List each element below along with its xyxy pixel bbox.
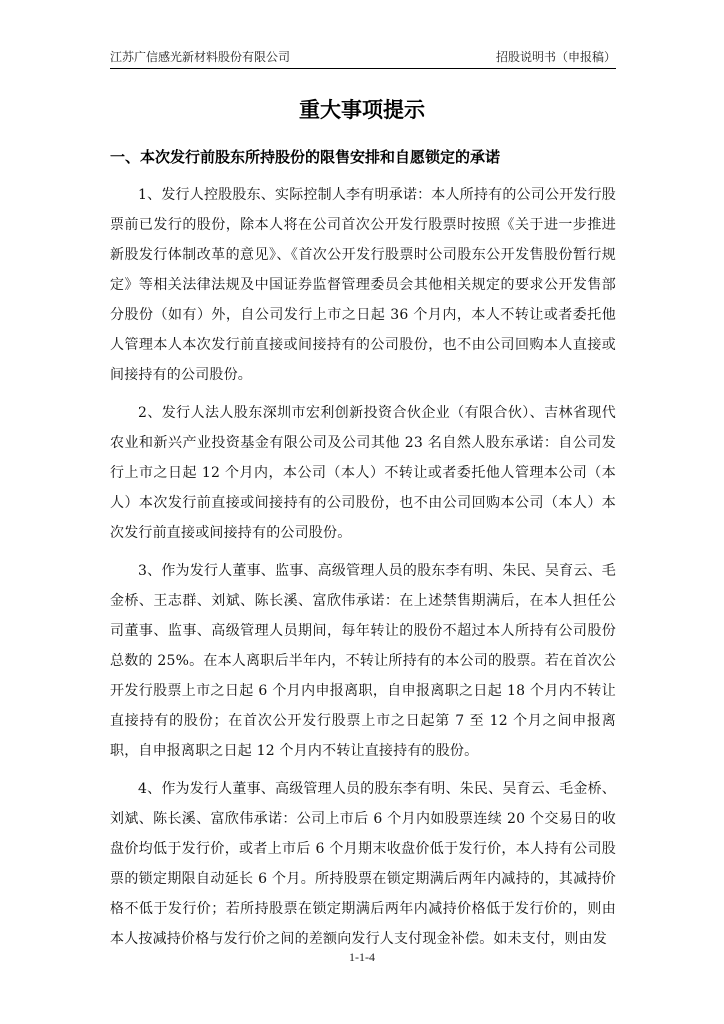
page-number: 1-1-4 <box>349 950 375 964</box>
paragraph-3: 3、作为发行人董事、监事、高级管理人员的股东李有明、朱民、吴育云、毛金桥、王志群、刘斌、陈长溪、富欣伟承诺：在上述禁售期满后，在本人担任公司董事、监事、高级管理人员期间，每年转让的股份不超过本人所持有公司股份总数的 25%。在本人离职后半年内，不转让所持有的本公司的股票。若在首次公开发行股票上市之日起 6 个月内申报离职，自申报离职之日起 18 个月内不转让直接持有的股份；在首次公开发行股票上市之日起第 7 至 12 个月之间申报离职，自申报离职之日起 12 个月内不转让直接持有的股份。 <box>110 563 616 759</box>
header-company-name: 江苏广信感光新材料股份有限公司 <box>110 50 291 64</box>
paragraph-1: 1、发行人控股股东、实际控制人李有明承诺：本人所持有的公司公开发行股票前已发行的股份，除本人将在公司首次公开发行股票时按照《关于进一步推进新股发行体制改革的意见》、《首次公开发行股票时公司股东公开发售股份暂行规定》等相关法律法规及中国证券监督管理委员会其他相关规定的要求公开发售部分股份（如有）外，自公司发行上市之日起 36 个月内，本人不转让或者委托他人管理本人本次发行前直接或间接持有的公司股份，也不由公司回购本人直接或间接持有的公司股份。 <box>110 187 616 383</box>
header-document-type: 招股说明书（申报稿） <box>495 50 616 64</box>
page-title: 重大事项提示 <box>299 98 425 122</box>
section-heading: 一、本次发行前股东所持股份的限售安排和自愿锁定的承诺 <box>110 148 501 166</box>
section-body <box>110 180 616 962</box>
header-rule <box>110 68 616 69</box>
paragraph-4: 4、作为发行人董事、高级管理人员的股东李有明、朱民、吴育云、毛金桥、刘斌、陈长溪、富欣伟承诺：公司上市后 6 个月内如股票连续 20 个交易日的收盘价均低于发行价，或者上市后 6 个月期末收盘价低于发行价，本人持有公司股票的锁定期限自动延长 6 个月。所持股票在锁定期满后两年内减持的，其减持价格不低于发行价；若所持股票在锁定期满后两年内减持价格低于发行价的，则由本人按减持价格与发行价之间的差额向发行人支付现金补偿。如未支付，则由发 <box>110 781 616 947</box>
page-header <box>110 48 616 70</box>
paragraph-2: 2、发行人法人股东深圳市宏利创新投资合伙企业（有限合伙）、吉林省现代农业和新兴产业投资基金有限公司及公司其他 23 名自然人股东承诺：自公司发行上市之日起 12 个月内，本公司（本人）不转让或者委托他人管理本公司（本人）本次发行前直接或间接持有的公司股份，也不由公司回购本公司（本人）本次发行前直接或间接持有的公司股份。 <box>110 405 616 541</box>
